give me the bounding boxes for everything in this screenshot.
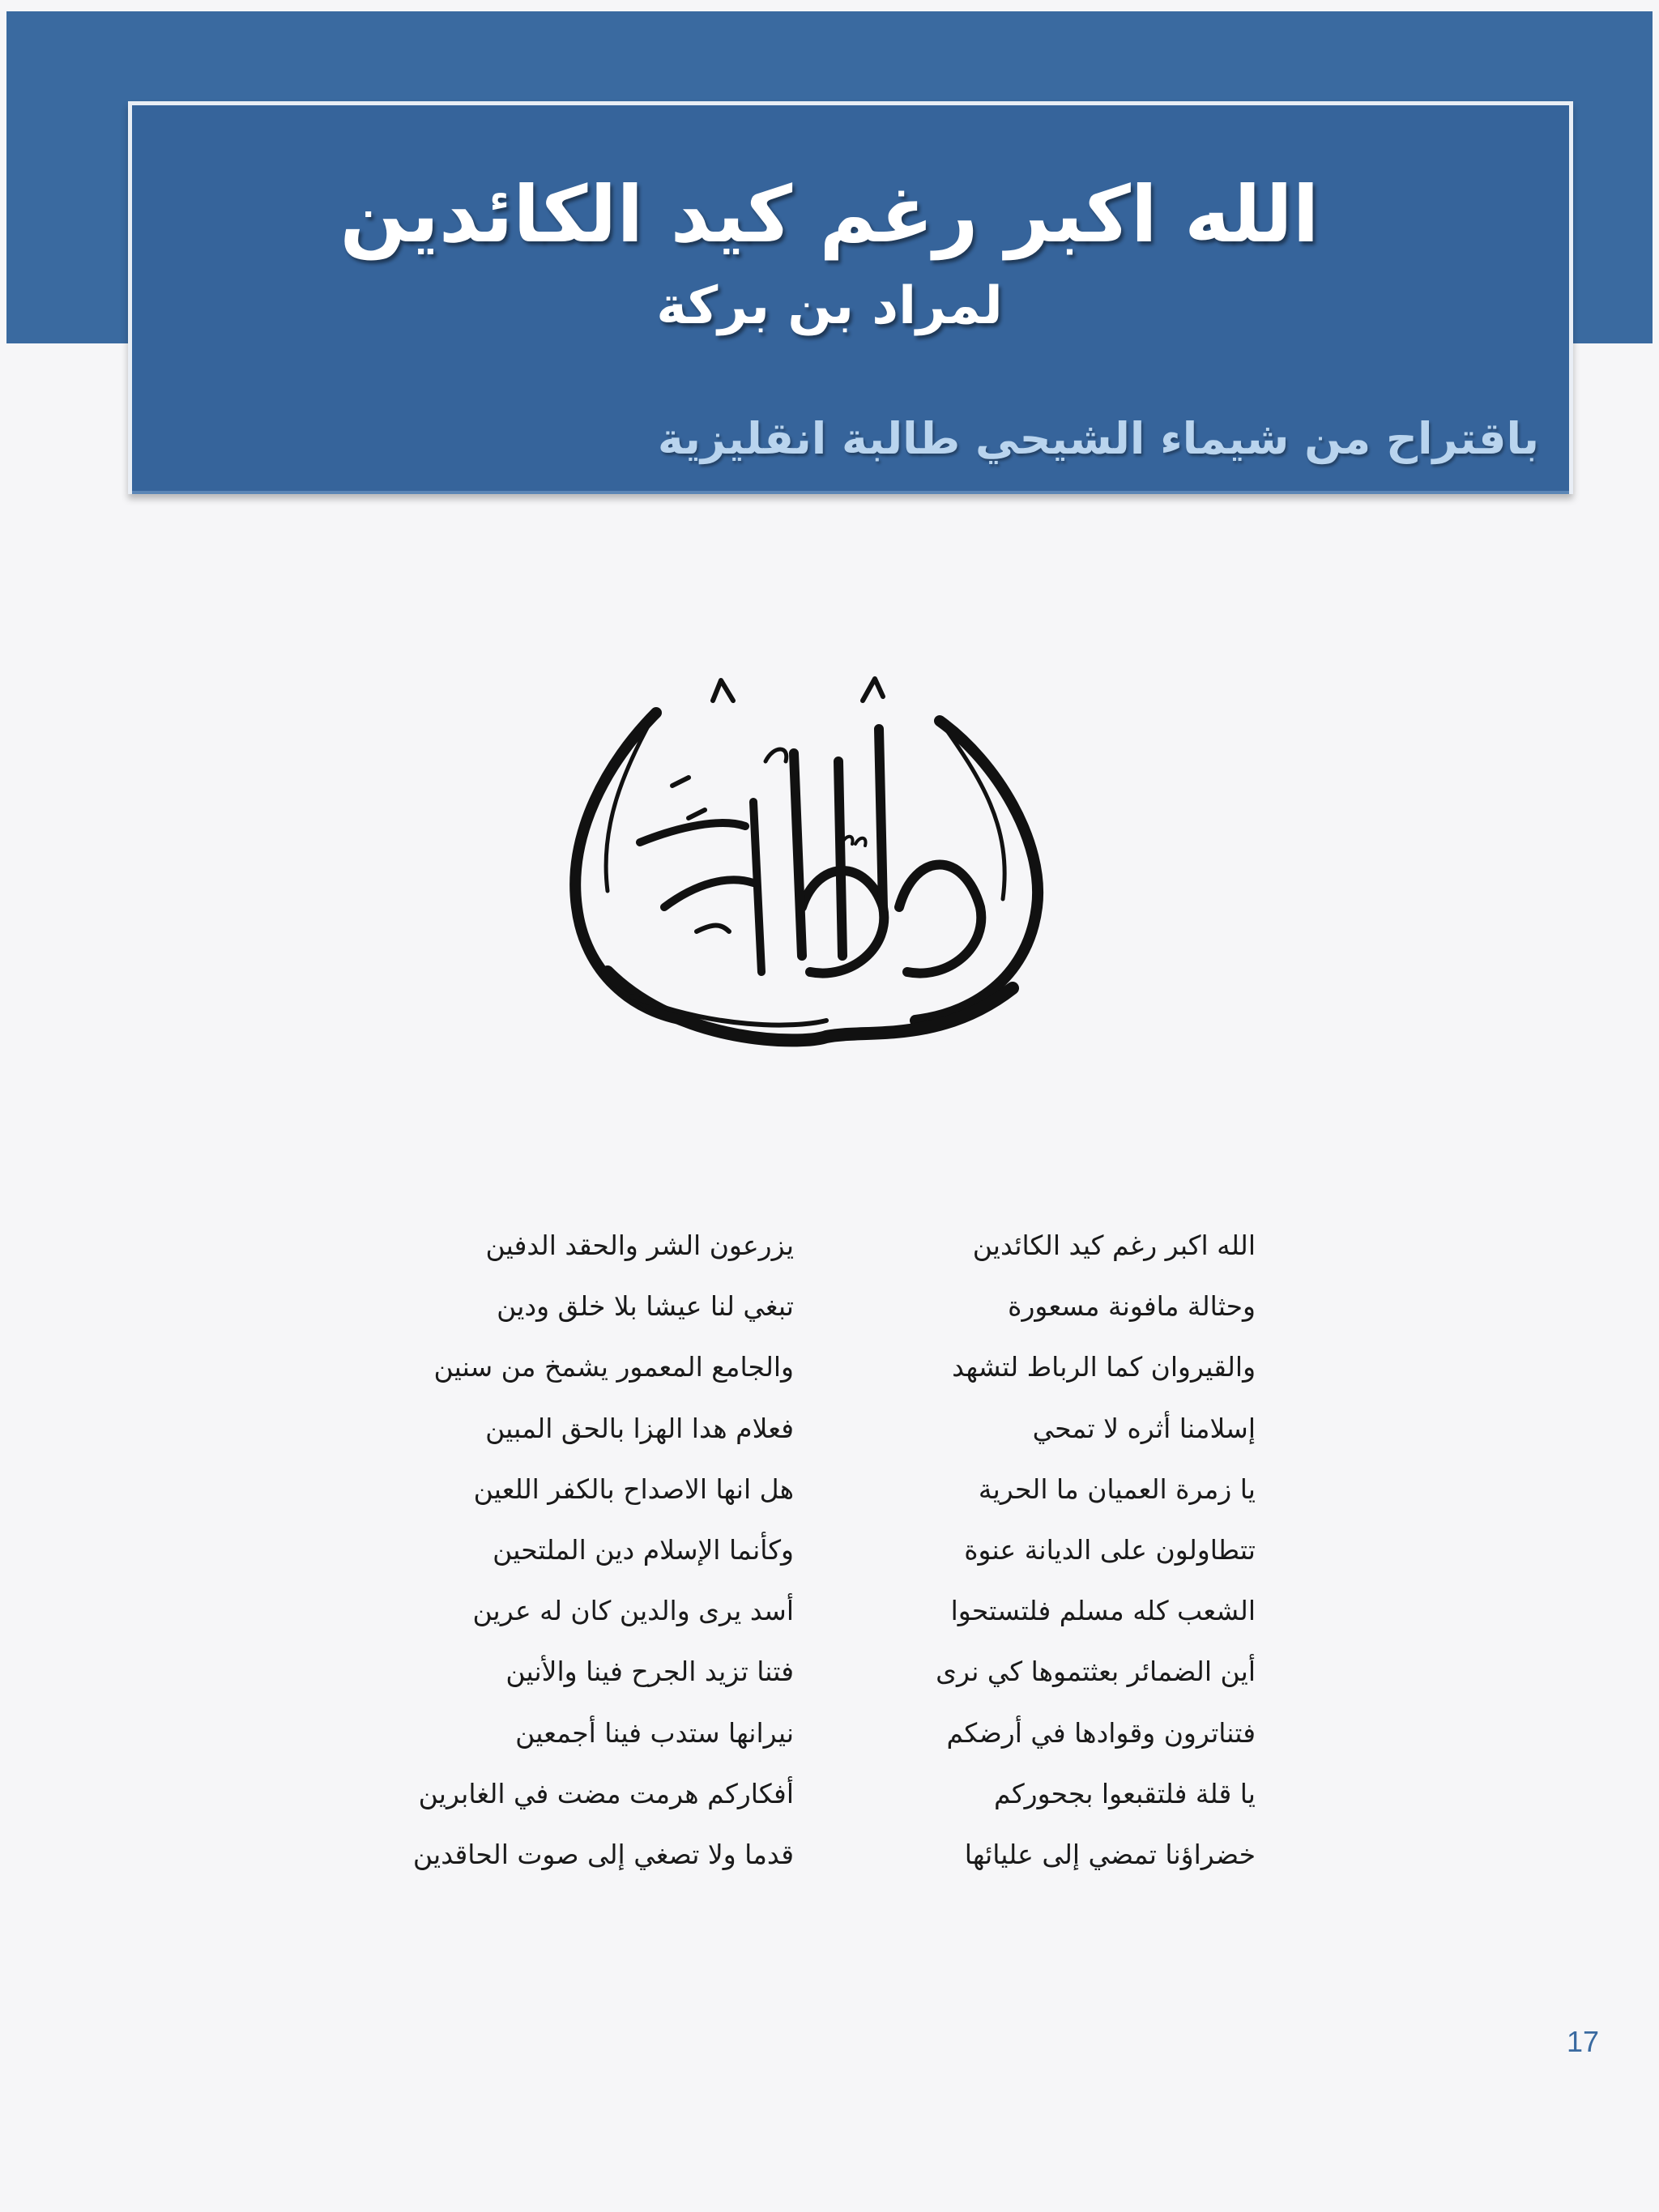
verse-second-hemistich: هل انها الاصداح بالكفر اللعين (473, 1473, 794, 1505)
poem-verse (405, 1336, 1296, 1397)
page-title: الله اكبر رغم كيد الكائدين (339, 169, 1320, 260)
verse-first-hemistich: إسلامنا أثره لا تمحي (1032, 1412, 1256, 1444)
verse-first-hemistich: فتناترون وقوادها في أرضكم (946, 1716, 1256, 1749)
poem-verse (405, 1276, 1296, 1336)
poem-verse (405, 1580, 1296, 1641)
poem-verse (405, 1703, 1296, 1763)
verse-first-hemistich: يا زمرة العميان ما الحرية (978, 1473, 1256, 1505)
poem-verse (405, 1215, 1296, 1276)
poem-verse (405, 1398, 1296, 1459)
page-number: 17 (1566, 2025, 1599, 2058)
verse-second-hemistich: فتنا تزيد الجرح فينا والأنين (505, 1656, 794, 1688)
verse-second-hemistich: أفكاركم هرمت مضت في الغابرين (418, 1777, 794, 1809)
suggestion-line: باقتراح من شيماء الشيحي طالبة انقليزية (657, 413, 1539, 464)
header-bottom-rule (132, 491, 1569, 494)
verse-second-hemistich: فعلام هدا الهزا بالحق المبين (485, 1412, 794, 1444)
poem-verse (405, 1641, 1296, 1702)
poem (405, 1215, 1296, 1885)
verse-first-hemistich: الله اكبر رغم كيد الكائدين (972, 1230, 1256, 1262)
verse-second-hemistich: نيرانها ستدب فينا أجمعين (515, 1716, 794, 1749)
poem-verse (405, 1459, 1296, 1519)
verse-second-hemistich: تبغي لنا عيشا بلا خلق ودين (497, 1290, 794, 1323)
poem-verse (405, 1824, 1296, 1885)
author-line: لمراد بن بركة (656, 276, 1003, 336)
poem-verse (405, 1763, 1296, 1824)
verse-second-hemistich: أسد يرى والدين كان له عرين (472, 1595, 794, 1627)
poem-verse (405, 1519, 1296, 1580)
verse-second-hemistich: يزرعون الشر والحقد الدفين (485, 1230, 794, 1262)
verse-first-hemistich: وحثالة مافونة مسعورة (1008, 1290, 1256, 1323)
verse-second-hemistich: والجامع المعمور يشمخ من سنين (433, 1351, 794, 1383)
verse-first-hemistich: خضراؤنا تمضي إلى عليائها (964, 1838, 1256, 1870)
verse-first-hemistich: تتطاولون على الديانة عنوة (964, 1534, 1256, 1566)
verse-first-hemistich: الشعب كله مسلم فلتستحوا (950, 1595, 1256, 1627)
verse-first-hemistich: يا قلة فلتقبعوا بجحوركم (994, 1777, 1256, 1809)
verse-second-hemistich: وكأنما الإسلام دين الملتحين (493, 1534, 794, 1566)
allahu-akbar-calligraphy-icon (559, 664, 1061, 1053)
verse-first-hemistich: والقيروان كما الرباط لتشهد (952, 1351, 1256, 1383)
verse-second-hemistich: قدما ولا تصغي إلى صوت الحاقدين (412, 1838, 794, 1870)
verse-first-hemistich: أين الضمائر بعثتموها كي نرى (936, 1656, 1256, 1688)
